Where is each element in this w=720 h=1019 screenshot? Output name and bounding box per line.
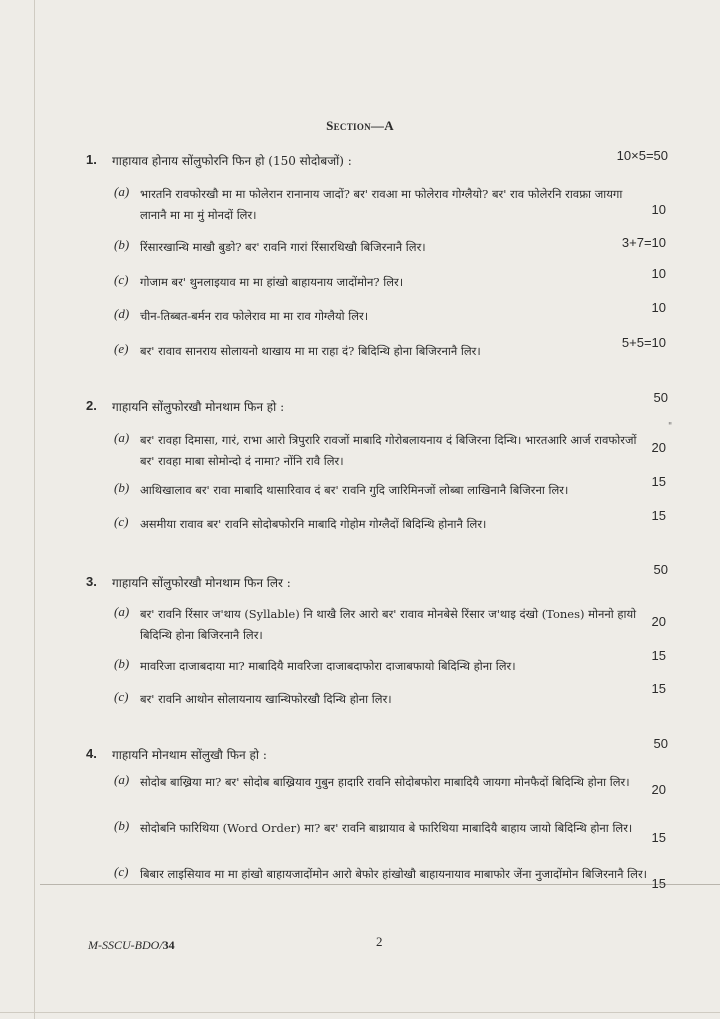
question-text: गाहायनि मोनथाम सोंलुखौ फिन हो : <box>112 748 267 762</box>
item-text: सोदोब बाख्रिया मा? बर' सोदोब बाख्रियाव गुबुन हादारि रावनि सोदोबफोरा माबादियै जायगा मोनफैदों बिदिन्थि होना लिर। <box>140 775 630 789</box>
item-marks: 10 <box>651 266 666 281</box>
item-label: (b) <box>114 237 130 252</box>
item-marks: 3+7=10 <box>621 235 666 250</box>
item-label: (c) <box>114 514 129 529</box>
stray-mark: " <box>668 422 673 432</box>
item-text: सोदोबनि फारिथिया (Word Order) मा? बर' रावनि बाथ्रायाव बे फारिथिया माबादियै बाहाय जायो बिदिन्थि होना लिर। <box>140 821 633 835</box>
item-label: (d) <box>114 306 130 321</box>
paper-code <box>88 938 175 953</box>
item-text: असमीया रावाव बर' रावनि सोदोबफोरनि माबादि गोहोम गोग्लैदों बिदिन्थि होनानै लिर। <box>140 517 487 531</box>
item-text: बर' रावनि आथोन सोलायनाय खान्थिफोरखौ दिन्थि होना लिर। <box>140 692 392 706</box>
item-label: (c) <box>114 272 129 287</box>
item-text: गोजाम बर' थुनलाइयाव मा मा हांखो बाहायनाय जादोंमोन? लिर। <box>140 275 404 289</box>
item-marks: 5+5=10 <box>621 335 666 350</box>
item-text: बिबार लाइसियाव मा मा हांखो बाहायजादोंमोन आरो बेफोर हांखोखौ बाहायनायाव माबाफोर जेंना नुजादोंमोन बिजिरनानै लिर। <box>140 867 648 881</box>
item-label: (a) <box>114 184 130 199</box>
item-marks: 15 <box>651 648 666 663</box>
item-label: (b) <box>114 656 130 671</box>
question-number: 2. <box>86 398 97 413</box>
item-label: (b) <box>114 480 130 495</box>
item-label: (a) <box>114 430 130 445</box>
question-text: गाहायनि सोंलुफोरखौ मोनथाम फिन हो : <box>112 400 285 414</box>
item-text: भारतनि रावफोरखौ मा मा फोलेरान रानानाय जादों? बर' रावआ मा फोलेराव गोग्लैयो? बर' राव फोलेरनि रावफ्रा जायगा लानानै मा मा मुं मोनदों लिर। <box>140 187 623 222</box>
item-text: आथिखालाव बर' रावा माबादि थासारिवाव दं बर' रावनि गुदि जारिमिनजों लोब्बा लाखिनानै बिजिरना लिर। <box>140 483 569 497</box>
item-marks: 20 <box>651 440 666 455</box>
item-label: (b) <box>114 818 130 833</box>
section-title: Section—A <box>326 118 394 133</box>
item-marks: 15 <box>651 830 666 845</box>
paper-code-prefix: M-SSCU-BDO/ <box>88 938 163 952</box>
page-number: 2 <box>376 934 383 949</box>
item-marks: 20 <box>651 782 666 797</box>
question-marks: 50 <box>653 562 668 577</box>
item-label: (c) <box>114 689 129 704</box>
item-marks: 15 <box>651 681 666 696</box>
question-text: गाहायनि सोंलुफोरखौ मोनथाम फिन लिर : <box>112 576 291 590</box>
question-marks: 10×5=50 <box>616 148 668 163</box>
question-number: 3. <box>86 574 97 589</box>
question-text: गाहायाव होनाय सोंलुफोरनि फिन हो (150 सोदोबजों) : <box>112 154 352 168</box>
item-label: (e) <box>114 341 129 356</box>
page-edge-bottom <box>0 1012 720 1013</box>
question-marks: 50 <box>653 736 668 751</box>
item-label: (a) <box>114 604 130 619</box>
item-text: रिंसारखान्थि माखौ बुङो? बर' रावनि गारां रिंसारथिखौ बिजिरनानै लिर। <box>140 240 426 254</box>
item-marks: 10 <box>651 202 666 217</box>
question-marks: 50 <box>653 390 668 405</box>
item-label: (a) <box>114 772 130 787</box>
item-marks: 10 <box>651 300 666 315</box>
item-text: बर' रावहा दिमासा, गारं, राभा आरो त्रिपुरारि रावजों माबादि गोरोबलायनाय दं बिजिरना दिन्थि। भारतआरि आर्ज रावफोरजों बर' रावहा माबा सोमोन्दो दं नामा? नोंनि रावै लिर। <box>140 433 637 468</box>
item-marks: 20 <box>651 614 666 629</box>
item-label: (c) <box>114 864 129 879</box>
item-marks: 15 <box>651 508 666 523</box>
question-number: 4. <box>86 746 97 761</box>
item-text: मावरिजा दाजाबदाया मा? माबादियै मावरिजा दाजाबदाफोरा दाजाबफायो बिदिन्थि होना लिर। <box>140 659 516 673</box>
paper-code-number: 34 <box>162 938 175 952</box>
item-text: चीन-तिब्बत-बर्मन राव फोलेराव मा मा राव गोग्लैयो लिर। <box>140 309 369 323</box>
item-text: बर' रावाव सानराय सोलायनो थाखाय मा मा राहा दं? बिदिन्थि होना बिजिरनानै लिर। <box>140 344 481 358</box>
item-text: बर' रावनि रिंसार ज'थाय (Syllable) नि थाखै लिर आरो बर' रावाव मोनबेसे रिंसार ज'थाइ दंखो (Tones) मोननो हायो बिदिन्थि होना बिजिरनानै लिर। <box>140 607 637 642</box>
question-number: 1. <box>86 152 97 167</box>
item-marks: 15 <box>651 474 666 489</box>
page-edge-left <box>34 0 35 1019</box>
item-marks: 15 <box>651 876 666 891</box>
